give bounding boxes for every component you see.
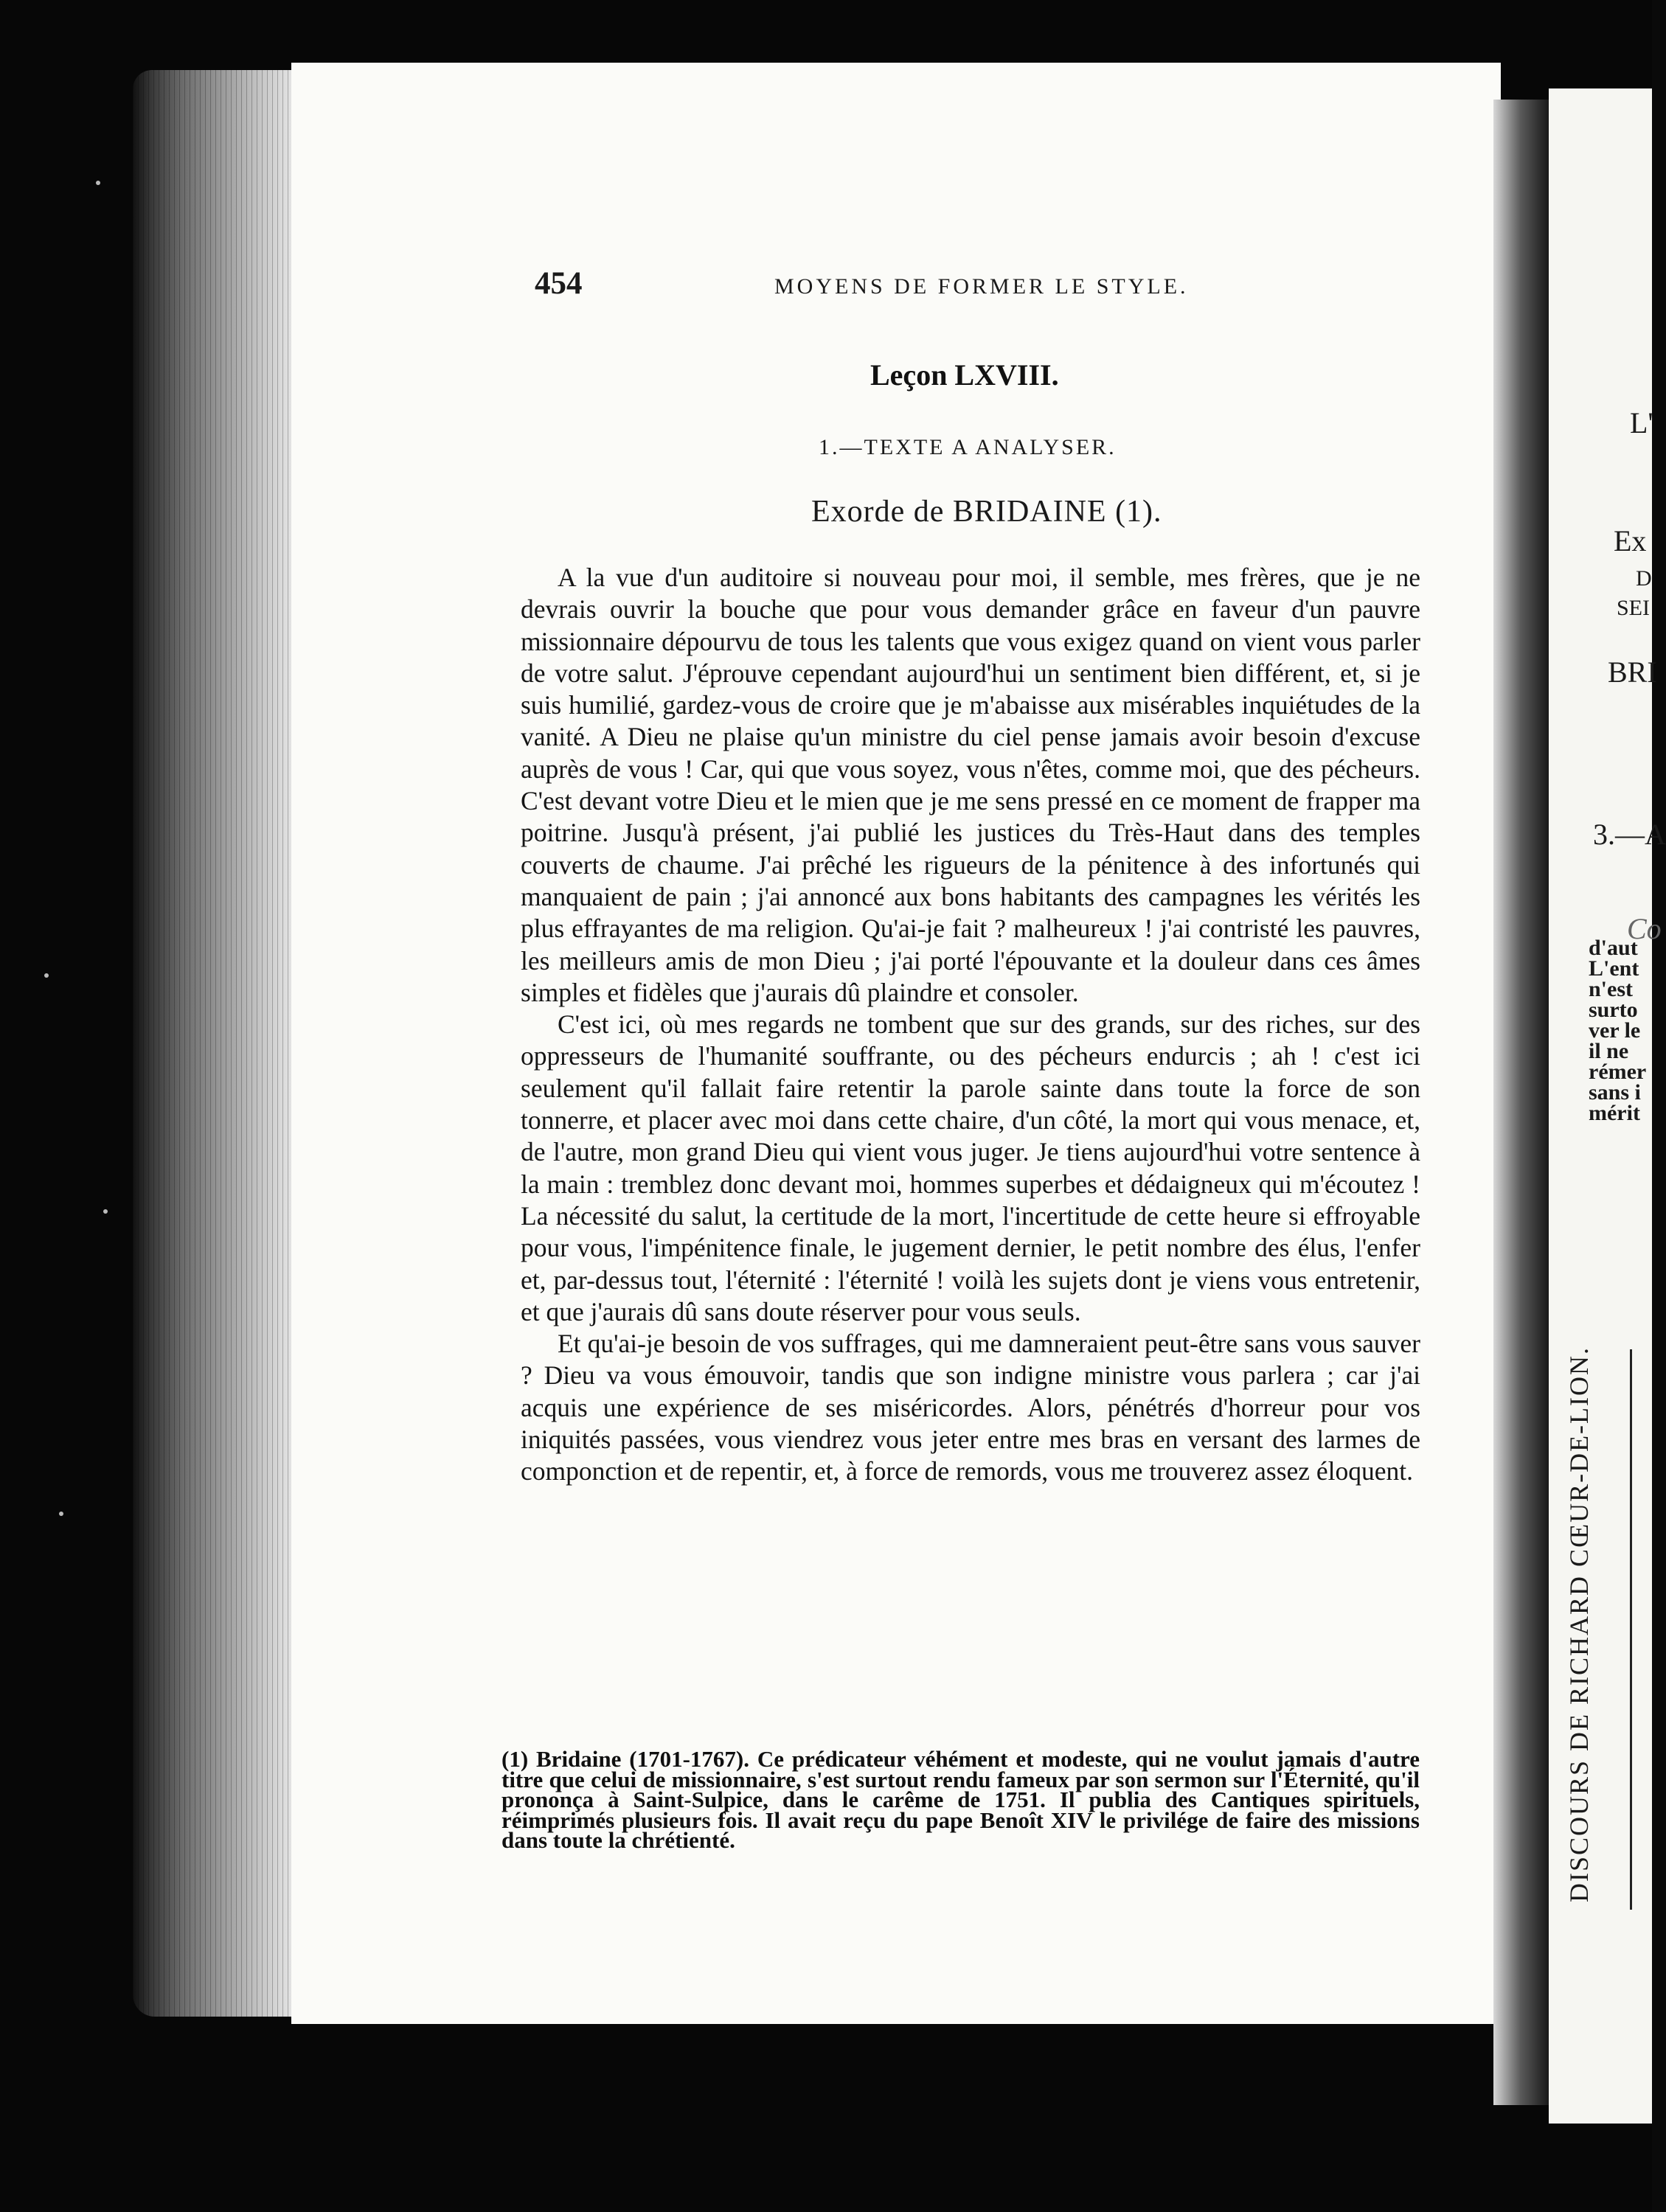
right-page-fragment: rémer [1589, 1060, 1647, 1084]
page-number: 454 [535, 266, 583, 301]
scan-speck [103, 1209, 108, 1214]
right-page-fragment: Co [1627, 912, 1662, 945]
lesson-title: Leçon LXVIII. [870, 358, 1059, 392]
right-page-fragment: BRI [1608, 655, 1657, 689]
scan-speck [59, 1512, 63, 1516]
right-page-fragment: n'est [1589, 977, 1633, 1001]
scan-speck [44, 973, 49, 978]
footnote: (1) Bridaine (1701-1767). Ce prédicateur véhément et modeste, qui ne voulut jamais d'autre titre que celui de missionnaire, s'est surtout rendu fameux par son sermon sur l'Éternité, qu'il prononça à Saint-Sulpice, dans le carême de 1751. Il publia des Cantiques spirituels, réimprimés plusieurs fois. Il avait reçu du pape Benoît XIV le privilége de faire des missions dans toute la chrétienté. [501, 1746, 1420, 1853]
running-head: MOYENS DE FORMER LE STYLE. [774, 274, 1189, 299]
paragraph: Et qu'ai-je besoin de vos suffrages, qui me damneraient peut-être sans vous sauver ? Dieu va vous émouvoir, tandis que son indigne ministre vous parlera ; car j'ai acquis une expérience de ses miséricordes. Alors, pénétrés d'horreur pour vos iniquités passées, vous viendrez vous jeter entre mes bras en versant des larmes de componction et de repentir, et, à force de remords, vous me trouverez assez éloquent. [521, 1329, 1420, 1486]
body-text [521, 562, 1420, 1488]
right-page-fragment: SEI [1617, 596, 1650, 620]
scan-speck [96, 181, 100, 185]
section-heading: 1.—TEXTE A ANALYSER. [819, 435, 1117, 459]
paragraph: A la vue d'un auditoire si nouveau pour moi, il semble, mes frères, que je ne devrais ouvrir la bouche que pour vous demander grâce en faveur d'un pauvre missionnaire dépourvu de tous les talents que vous exigez quand on vient vous parler de votre salut. J'éprouve cependant aujourd'hui un sentiment bien différent, et, si je suis humilié, gardez-vous de croire que je m'abaisse aux misérables inquiétudes de la vanité. A Dieu ne plaise qu'un ministre du ciel pense jamais avoir besoin d'excuse auprès de vous ! Car, qui que vous soyez, vous n'êtes, comme moi, que des pécheurs. C'est devant votre Dieu et le mien que je me sens pressé en ce moment de frapper ma poitrine. Jusqu'à présent, j'ai publié les justices du Très-Haut dans des temples couverts de chaume. J'ai prêché les rigueurs de la pénitence à des infortunés qui manquaient de pain ; j'ai annoncé aux bons habitants des campagnes les vérités les plus effrayantes de ma religion. Qu'ai-je fait ? malheureux ! j'ai contristé les pauvres, les meilleurs amis de mon Dieu ; j'ai porté l'épouvante et la douleur dans ces âmes simples et fidèles que j'aurais dû plaindre et consoler. [521, 563, 1420, 1007]
right-page-fragment: 3.—A [1593, 818, 1666, 851]
right-page-fragment: D [1636, 566, 1652, 591]
right-page-fragment: il ne [1589, 1039, 1629, 1063]
right-page-fragment: L' [1630, 406, 1653, 439]
exorde-title: Exorde de BRIDAINE (1). [811, 495, 1162, 529]
right-page-fragment: sans i [1589, 1080, 1641, 1105]
right-page-fragment: L'ent [1589, 956, 1639, 981]
table-brace-line [1630, 1349, 1632, 1910]
right-page-fragment: surto [1589, 998, 1638, 1022]
vertical-section-title: DISCOURS DE RICHARD CŒUR-DE-LION. [1564, 1346, 1594, 1902]
right-page-fragment: d'aut [1589, 936, 1638, 960]
right-page-fragment: ver le [1589, 1018, 1641, 1043]
page-header [535, 265, 1427, 302]
right-page-fragment: mérit [1589, 1101, 1640, 1125]
paragraph: C'est ici, où mes regards ne tombent que sur des grands, sur des riches, sur des oppresseurs de l'humanité souffrante, ou des pécheurs endurcis ; ah ! c'est ici seulement qu'il fallait faire retentir la parole sainte dans toute la force de son tonnerre, et placer avec moi dans cette chaire, d'un côté, la mort qui vous menace, et, de l'autre, mon grand Dieu qui vient vous juger. Je tiens aujourd'hui votre sentence à la main : tremblez donc devant moi, hommes superbes et dédaigneux qui m'écoutez ! La nécessité du salut, la certitude de la mort, l'incertitude de cette heure si effroyable pour vous, l'impénitence finale, le jugement dernier, le petit nombre des élus, l'enfer et, par-dessus tout, l'éternité : l'éternité ! voilà les sujets dont je viens vous entretenir, et que j'aurais dû sans doute réserver pour vous seuls. [521, 1009, 1420, 1326]
book-page-edges-texture [133, 70, 295, 2017]
right-page-fragment: Ex [1614, 524, 1647, 557]
